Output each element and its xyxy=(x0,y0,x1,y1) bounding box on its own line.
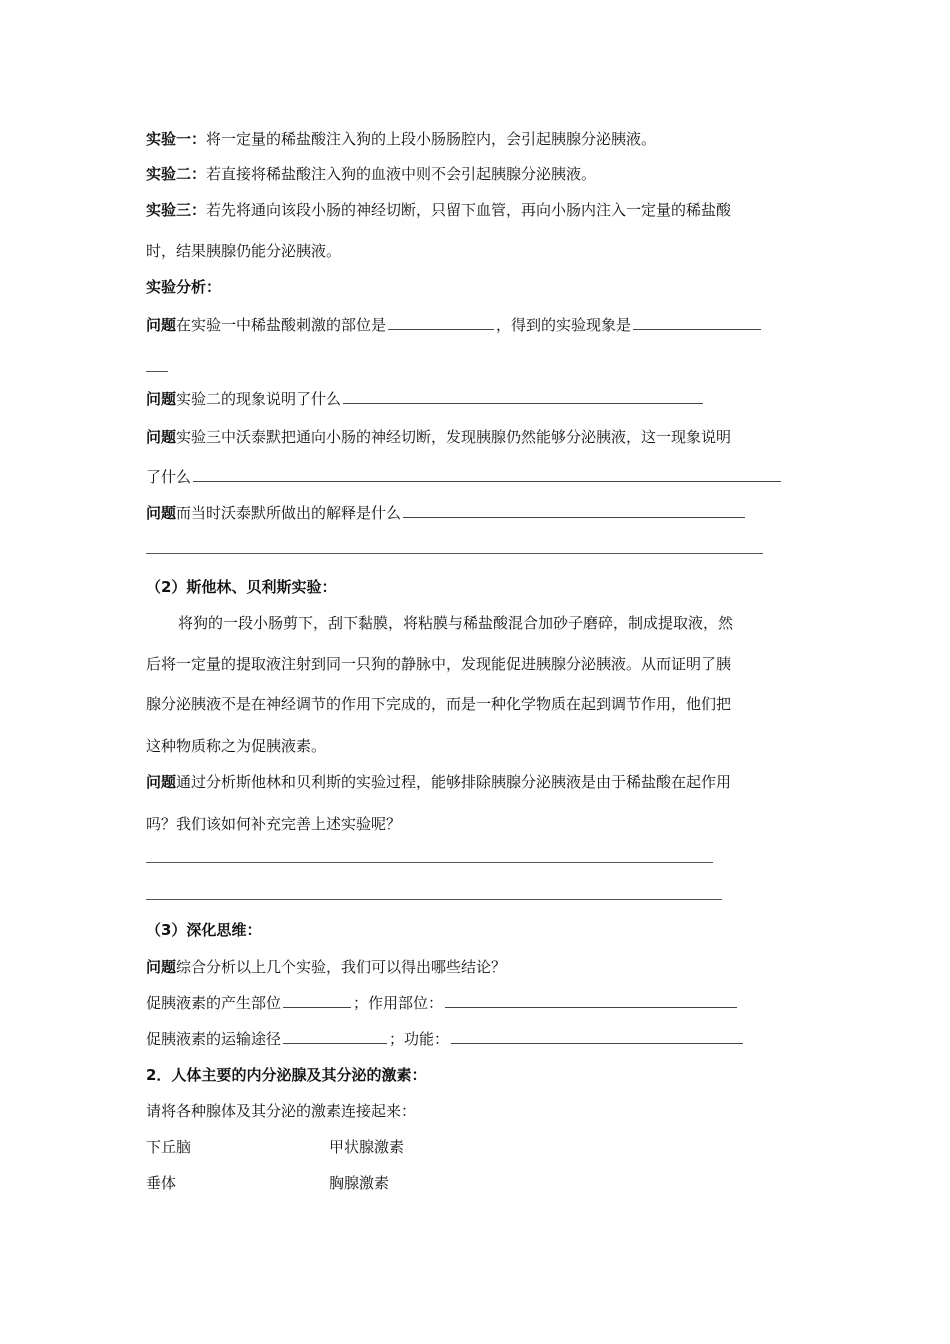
answer-blank-continued[interactable] xyxy=(146,371,168,372)
experiment-2-text: 若直接将稀盐酸注入狗的血液中则不会引起胰腺分泌胰液。 xyxy=(206,165,597,183)
analysis-heading: 实验分析： xyxy=(146,278,222,296)
answer-blank[interactable] xyxy=(283,993,351,1008)
matching-instruction: 请将各种腺体及其分泌的激素连接起来： xyxy=(146,1102,417,1120)
gland-label[interactable]: 垂体 xyxy=(146,1174,177,1192)
section-2-heading: （2）斯他林、贝利斯实验： xyxy=(146,578,337,596)
section-4-heading: 2．人体主要的内分泌腺及其分泌的激素： xyxy=(146,1066,427,1084)
answer-line[interactable] xyxy=(146,862,713,863)
answer-blank[interactable] xyxy=(343,389,703,404)
fill-line-2 xyxy=(146,1028,745,1050)
fill-line-1 xyxy=(146,992,739,1014)
experiment-3-continued: 时，结果胰腺仍能分泌胰液。 xyxy=(146,242,342,260)
question-5-continued: 吗？我们该如何补充完善上述实验呢？ xyxy=(146,815,402,833)
experiment-3-text: 若先将通向该段小肠的神经切断，只留下血管，再向小肠内注入一定量的稀盐酸 xyxy=(206,201,732,219)
hormone-label[interactable]: 甲状腺激素 xyxy=(329,1138,405,1156)
experiment-2-label: 实验二： xyxy=(146,165,207,183)
question-label: 问题 xyxy=(146,958,177,976)
section-2-paragraph-line: 将狗的一段小肠剪下，刮下黏膜，将粘膜与稀盐酸混合加砂子磨碎，制成提取液，然 xyxy=(178,614,734,632)
question-3-part-a: 实验三中沃泰默把通向小肠的神经切断，发现胰腺仍然能够分泌胰液，这一现象说明 xyxy=(176,428,732,446)
section-2-paragraph-line: 这种物质称之为促胰液素。 xyxy=(146,737,327,755)
question-2 xyxy=(146,388,705,410)
question-6-text: 综合分析以上几个实验，我们可以得出哪些结论？ xyxy=(176,958,507,976)
answer-blank[interactable] xyxy=(445,993,737,1008)
answer-blank[interactable] xyxy=(388,315,494,330)
hormone-label[interactable]: 胸腺激素 xyxy=(329,1174,390,1192)
question-label: 问题 xyxy=(146,428,177,446)
question-6 xyxy=(146,956,506,978)
fill-1-part-b: ；作用部位： xyxy=(353,994,444,1012)
question-4 xyxy=(146,502,747,524)
question-4-text: 而当时沃泰默所做出的解释是什么 xyxy=(176,504,402,522)
answer-blank[interactable] xyxy=(451,1029,743,1044)
question-label: 问题 xyxy=(146,316,177,334)
answer-line[interactable] xyxy=(146,899,722,900)
question-5 xyxy=(146,771,731,793)
experiment-1-text: 将一定量的稀盐酸注入狗的上段小肠肠腔内，会引起胰腺分泌胰液。 xyxy=(206,130,657,148)
experiment-3 xyxy=(146,199,731,221)
question-2-text: 实验二的现象说明了什么 xyxy=(176,390,342,408)
question-5-part-a: 通过分析斯他林和贝利斯的实验过程，能够排除胰腺分泌胰液是由于稀盐酸在起作用 xyxy=(176,773,732,791)
answer-blank[interactable] xyxy=(193,467,781,482)
section-2-paragraph-line: 腺分泌胰液不是在神经调节的作用下完成的，而是一种化学物质在起到调节作用，他们把 xyxy=(146,695,732,713)
section-3-heading: （3）深化思维： xyxy=(146,921,262,939)
fill-2-part-b: ；功能： xyxy=(389,1030,450,1048)
gland-label[interactable]: 下丘脑 xyxy=(146,1138,192,1156)
question-3-continued xyxy=(146,466,783,488)
question-1-part-b: ，得到的实验现象是 xyxy=(496,316,632,334)
answer-blank[interactable] xyxy=(403,503,745,518)
question-label: 问题 xyxy=(146,773,177,791)
answer-line[interactable] xyxy=(146,553,763,554)
answer-blank[interactable] xyxy=(283,1029,387,1044)
experiment-3-label: 实验三： xyxy=(146,201,207,219)
answer-blank[interactable] xyxy=(633,315,761,330)
experiment-2 xyxy=(146,163,596,185)
question-1 xyxy=(146,314,763,336)
fill-1-part-a: 促胰液素的产生部位 xyxy=(146,994,282,1012)
question-1-part-a: 在实验一中稀盐酸刺激的部位是 xyxy=(176,316,387,334)
question-3 xyxy=(146,426,731,448)
fill-2-part-a: 促胰液素的运输途径 xyxy=(146,1030,282,1048)
experiment-1 xyxy=(146,128,656,150)
question-label: 问题 xyxy=(146,390,177,408)
question-label: 问题 xyxy=(146,504,177,522)
section-2-paragraph-line: 后将一定量的提取液注射到同一只狗的静脉中，发现能促进胰腺分泌胰液。从而证明了胰 xyxy=(146,655,732,673)
experiment-1-label: 实验一： xyxy=(146,130,207,148)
question-3-part-b: 了什么 xyxy=(146,468,192,486)
